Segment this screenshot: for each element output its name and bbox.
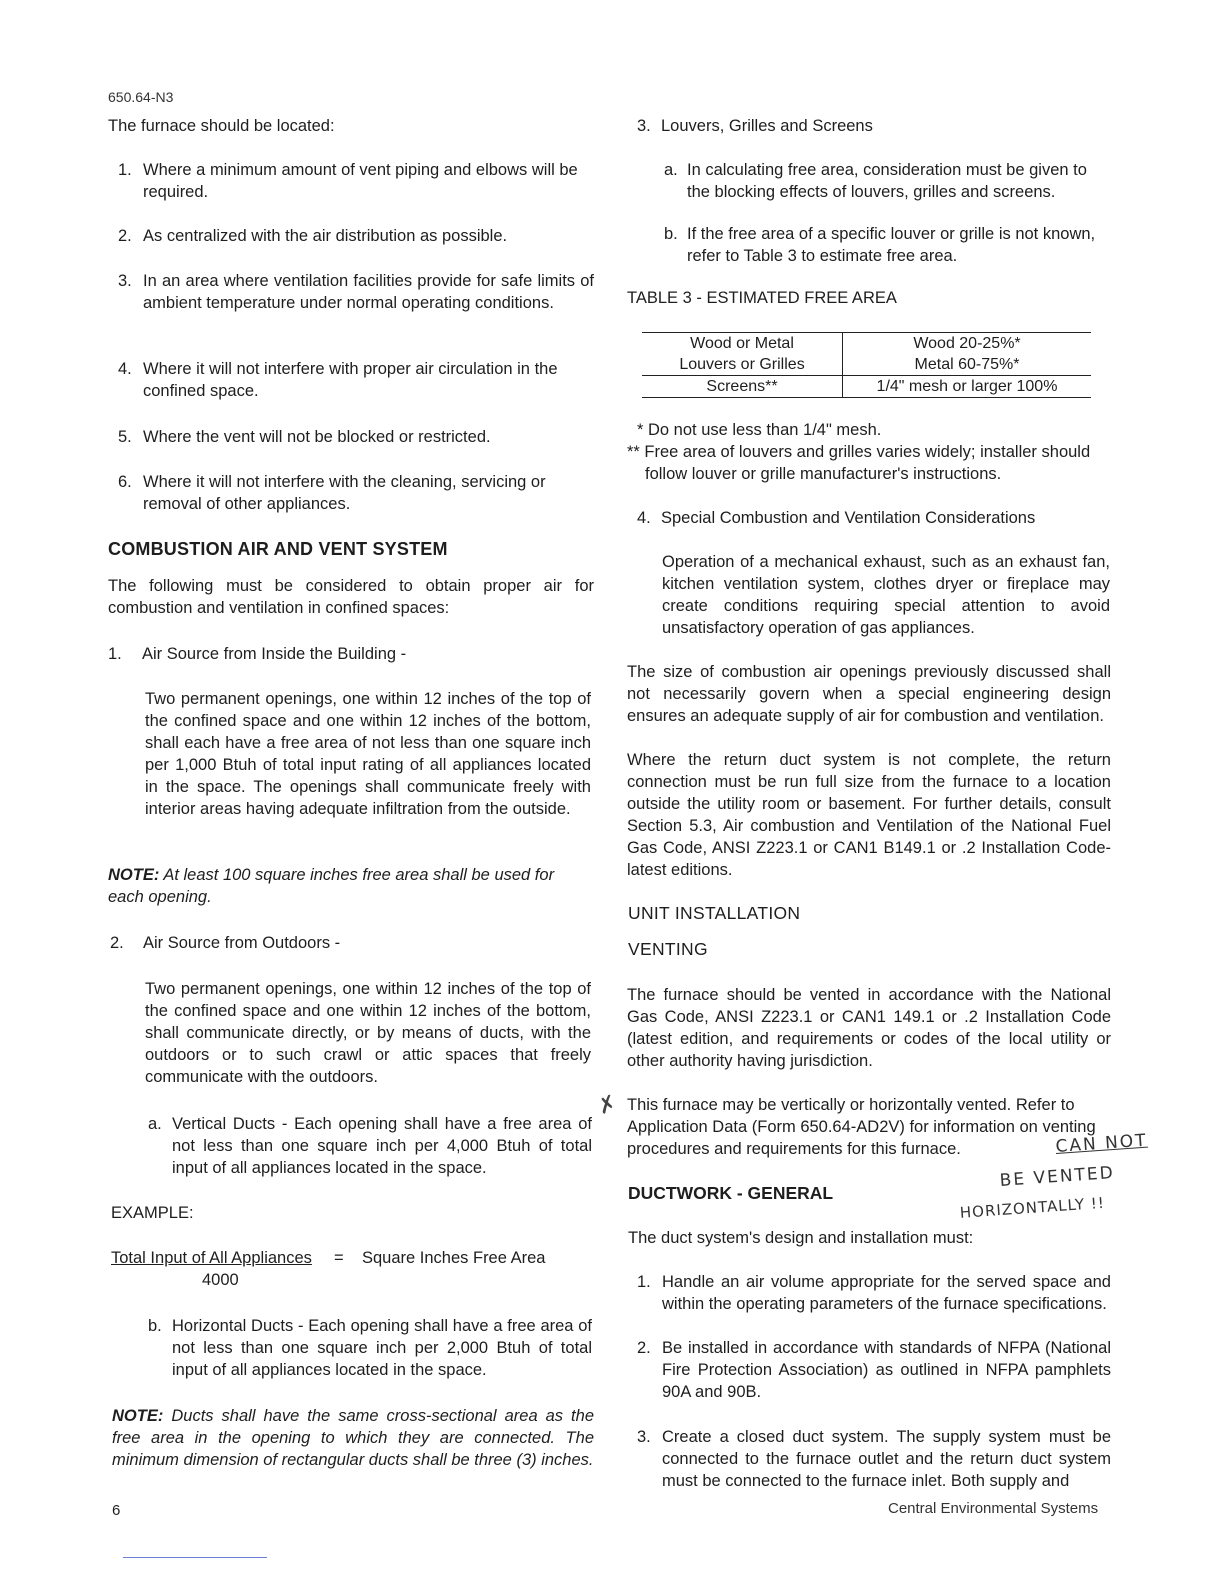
list-number: 2. — [118, 227, 132, 245]
list-text: Where it will not interfere with proper air circulation in the confined space. — [143, 360, 558, 400]
duct-intro: The duct system's design and installation must: — [628, 1229, 974, 1247]
table-cell: 1/4" mesh or larger 100% — [876, 378, 1058, 395]
footer-rule — [123, 1557, 267, 1558]
list-number: 3. — [118, 272, 132, 290]
formula-numerator: Total Input of All Appliances — [111, 1249, 312, 1267]
formula-result: Square Inches Free Area — [362, 1249, 546, 1267]
note-text: Ducts shall have the same cross-sectional area as the free area in the opening to which they are connected. The minimum dimension of rectangular ducts shall be three (3) inches. — [112, 1407, 594, 1469]
duct-item — [637, 1337, 1111, 1403]
table-row — [642, 333, 1091, 354]
table-cell: Wood 20-25%* — [913, 335, 1021, 352]
vertical-ducts-item — [148, 1113, 592, 1179]
list-item — [118, 426, 594, 448]
example-label: EXAMPLE: — [111, 1204, 194, 1222]
list-number: b. — [148, 1317, 162, 1335]
table-footnote: ** Free area of louvers and grilles varies widely; installer should follow louver or grille manufacturer's instructions. — [627, 443, 1091, 483]
venting-heading: VENTING — [628, 939, 708, 959]
handwritten-line: CAN NOT — [1054, 1130, 1149, 1157]
air-source-outdoors-body: Two permanent openings, one within 12 inches of the top of the confined space and one within 12 inches of the bottom, shall communicate directly, or by means of ducts, with the outdoors or to such crawl or attic spaces that freely communicate with the outdoors. — [145, 980, 591, 1086]
list-text: In calculating free area, consideration must be given to the blocking effects of louvers, grilles and screens. — [687, 161, 1087, 201]
formula-equals: = — [334, 1249, 344, 1267]
list-text: Louvers, Grilles and Screens — [661, 117, 873, 135]
list-number: 3. — [637, 1428, 651, 1446]
list-text: Create a closed duct system. The supply system must be connected to the furnace outlet and the return duct system must be connected to the furnace inlet. Both supply and — [662, 1428, 1111, 1490]
air-source-inside-title — [108, 643, 594, 665]
list-item — [118, 225, 594, 247]
paragraph-venting: The furnace should be vented in accordance with the National Gas Code, ANSI Z223.1 or CAN1 149.1 or .2 Installation Code (latest edition, and requirements or codes of the local utility or other authority having jurisdiction. — [627, 986, 1111, 1070]
air-source-inside-body: Two permanent openings, one within 12 inches of the top of the confined space and one within 12 inches of the bottom, shall each have a free area of not less than one square inch per 1,000 Btuh of total input rating of all appliances located in the space. The openings shall communicate freely with interior areas having adequate infiltration from the outside. — [145, 690, 591, 818]
handwritten-line: HORIZONTALLY !! — [959, 1193, 1106, 1222]
list-text: Where the vent will not be blocked or restricted. — [143, 428, 491, 446]
list-number: 1. — [108, 645, 122, 663]
louver-item — [664, 223, 1111, 267]
list-text: Horizontal Ducts - Each opening shall have a free area of not less than one square inch per 2,000 Btuh of total input of all appliances located in the space. — [172, 1317, 592, 1379]
list-number: 3. — [637, 117, 651, 135]
unit-installation-heading: UNIT INSTALLATION — [628, 903, 801, 923]
list-text: Air Source from Inside the Building - — [142, 645, 407, 663]
list-text: Vertical Ducts - Each opening shall have a free area of not less than one square inch per 4,000 Btuh of total input of all appliances located in the space. — [172, 1115, 592, 1177]
page-number: 6 — [112, 1502, 121, 1519]
list-number: a. — [148, 1115, 162, 1133]
duct-item — [637, 1271, 1111, 1315]
list-text: Special Combustion and Ventilation Considerations — [661, 509, 1036, 527]
list-number: 4. — [118, 360, 132, 378]
louver-item — [664, 159, 1111, 203]
table-cell: Metal 60-75%* — [914, 356, 1020, 373]
table-footnote: * Do not use less than 1/4" mesh. — [637, 421, 882, 439]
document-code: 650.64-N3 — [108, 89, 174, 105]
list-text: Where a minimum amount of vent piping and elbows will be required. — [143, 161, 578, 201]
star-mark-icon: ✗ — [594, 1089, 620, 1120]
duct-item — [637, 1426, 1111, 1492]
list-text: In an area where ventilation facilities provide for safe limits of ambient temperature under normal operating conditions. — [143, 272, 594, 312]
list-number: 6. — [118, 473, 132, 491]
table-row — [642, 354, 1091, 376]
list-number: 5. — [118, 428, 132, 446]
table-title: TABLE 3 - ESTIMATED FREE AREA — [627, 289, 897, 307]
free-area-table — [642, 332, 1091, 398]
list-text: Be installed in accordance with standards of NFPA (National Fire Protection Association) as outlined in NFPA pamphlets 90A and 90B. — [662, 1339, 1111, 1401]
table-cell: Screens** — [642, 376, 843, 398]
section-heading-combustion: COMBUSTION AIR AND VENT SYSTEM — [108, 539, 448, 559]
ductwork-heading: DUCTWORK - GENERAL — [628, 1183, 834, 1203]
formula-denominator: 4000 — [202, 1271, 239, 1289]
list-number: 2. — [637, 1339, 651, 1357]
footer-company: Central Environmental Systems — [888, 1500, 1099, 1517]
handwritten-annotation — [959, 1127, 1203, 1233]
note-label: NOTE: — [112, 1407, 164, 1425]
list-number: 1. — [637, 1273, 651, 1291]
handwritten-line: BE VENTED — [999, 1162, 1116, 1191]
list-item — [118, 471, 594, 515]
louvers-title — [637, 115, 1111, 137]
list-number: a. — [664, 161, 678, 179]
table-cell: Wood or Metal — [642, 333, 843, 354]
note-text: At least 100 square inches free area shall be used for each opening. — [108, 866, 555, 906]
list-text: As centralized with the air distribution as possible. — [143, 227, 508, 245]
list-number: 4. — [637, 509, 651, 527]
list-text: Air Source from Outdoors - — [143, 934, 341, 952]
list-text: If the free area of a specific louver or grille is not known, refer to Table 3 to estimate free area. — [687, 225, 1096, 265]
list-number: 1. — [118, 161, 132, 179]
air-source-outdoors-title — [110, 932, 594, 954]
paragraph-return-duct: Where the return duct system is not complete, the return connection must be run full size from the furnace to a location outside the utility room or basement. For further details, consult Section 5.3, Air combustion and Ventilation of the National Fuel Gas Code, ANSI Z223.1 or CAN1 B149.1 or .2 Installation Code-latest editions. — [627, 751, 1111, 879]
special-considerations-body: Operation of a mechanical exhaust, such as an exhaust fan, kitchen ventilation system, clothes dryer or fireplace may create conditions requiring special attention to avoid unsatisfactory operation of gas appliances. — [662, 553, 1110, 637]
list-item — [118, 270, 594, 314]
horizontal-ducts-item — [148, 1315, 592, 1381]
location-intro: The furnace should be located: — [108, 117, 335, 135]
table-row — [642, 376, 1091, 398]
list-item — [118, 159, 594, 203]
paragraph-vent-direction: This furnace may be vertically or horizontally vented. Refer to Application Data (Form 650.64-AD2V) for information on venting procedures and requirements for this furnace. — [627, 1096, 1096, 1158]
list-item — [118, 358, 594, 402]
list-number: 2. — [110, 934, 124, 952]
paragraph-opening-size: The size of combustion air openings previously discussed shall not necessarily govern when a special engineering design ensures an adequate supply of air for combustion and ventilation. — [627, 663, 1111, 725]
list-text: Where it will not interfere with the cleaning, servicing or removal of other appliances. — [143, 473, 546, 513]
note-one — [108, 864, 594, 908]
list-number: b. — [664, 225, 678, 243]
list-text: Handle an air volume appropriate for the served space and within the operating parameters of the furnace specifications. — [662, 1273, 1111, 1313]
section-intro: The following must be considered to obtain proper air for combustion and ventilation in confined spaces: — [108, 577, 594, 617]
table-cell: Louvers or Grilles — [642, 354, 843, 376]
special-considerations-title — [637, 507, 1111, 529]
note-two — [112, 1405, 594, 1471]
note-label: NOTE: — [108, 866, 160, 884]
